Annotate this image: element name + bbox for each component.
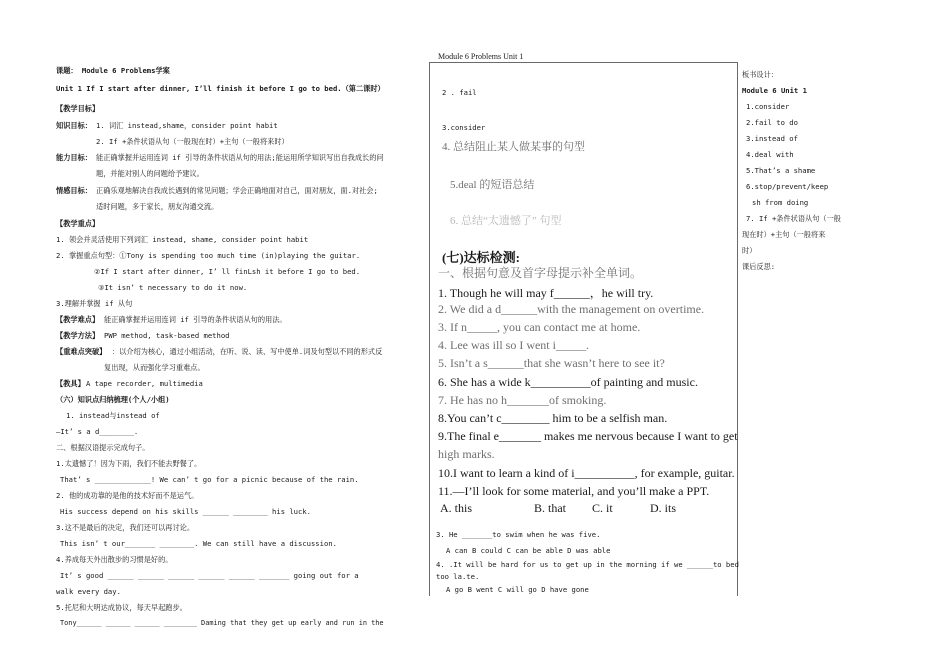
mc-4-cont: too la.te. <box>436 572 480 581</box>
test-3: 3. If n_____, you can contact me at home. <box>438 320 641 334</box>
section-6-heading: （六）知识点归纳梳理(个人/小组) <box>56 395 170 404</box>
question-2-en: His success depend on his skills ______ ________ his luck. <box>60 507 311 516</box>
test-11-option-c: C. it <box>592 501 613 515</box>
difficulty-label: 【教学难点】 <box>56 315 100 324</box>
summary-4: 4. 总结阻止某人做某事的句型 <box>442 141 585 153</box>
board-item: 6.stop/prevent/keep <box>746 182 829 191</box>
board-item: 现在时）+主句（一般将来 <box>742 230 826 239</box>
mc-4-options: A go B went C will go D have gone <box>446 585 589 594</box>
ability-label: 能力目标： <box>56 153 92 162</box>
mc-3: 3. He _______to swim when he was five. <box>436 530 601 539</box>
test-4: 4. Lee was ill so I went i_____. <box>438 338 589 352</box>
column-divider-left <box>429 62 430 596</box>
part-1-heading: 一、根据句意及首字母提示补全单词。 <box>438 266 643 280</box>
summary-3: 3.consider <box>442 123 486 132</box>
aids-label: 【教具】 <box>56 379 85 388</box>
keypoint-2: 2. 掌握重点句型：①Tony is spending too much time (in)playing the guitar. <box>56 251 361 260</box>
breakthrough-line-2: 复出现，从而强化学习重难点。 <box>104 363 205 372</box>
method-label: 【教学方法】 <box>56 331 100 340</box>
section-6-item-2: —It’ s a d________. <box>56 427 139 436</box>
emotion-line-2: 适时问题，多于家长，朋友沟通交流。 <box>96 202 219 211</box>
knowledge-line-1: 1. 词汇 instead,shame，consider point habit <box>96 121 278 130</box>
knowledge-line-2: 2. If +条件状语从句（一般现在时）+主句（一般将来时） <box>96 137 289 146</box>
top-border <box>429 62 737 63</box>
topic-line: 课题： Module 6 Problems学案 <box>56 66 170 75</box>
knowledge-label: 知识目标： <box>56 121 92 130</box>
test-2: 2. We did a d______with the management on overtime. <box>438 302 705 316</box>
test-11-option-b: B. that <box>534 501 566 515</box>
difficulty-text: 能正确掌握并运用连词 if 引导的条件状语从句的用法。 <box>104 315 287 324</box>
board-heading: 板书设计： <box>742 70 778 79</box>
board-item: 3.instead of <box>746 134 798 143</box>
column-divider-right <box>737 62 738 596</box>
test-9-cont: high marks. <box>438 447 495 461</box>
question-2-cn: 2. 他的成功靠的是他的技术好而不是运气。 <box>56 491 199 500</box>
board-item: 4.deal with <box>746 150 794 159</box>
board-item: 7. If +条件状语从句（一般 <box>746 214 841 223</box>
mc-4: 4. .It will be hard for us to get up in the morning if we ______to bed <box>436 560 739 569</box>
breakthrough-line-1: ：以介绍为核心，通过小组活动，在听、说、读、写中使单.词及句型以不同的形式反 <box>112 347 383 356</box>
test-11-option-a: A. this <box>440 501 473 515</box>
test-1: 1. Though he will may f______，he will try. <box>438 286 654 300</box>
keypoints-heading: 【教学重点】 <box>56 219 100 228</box>
section-6-item-1: 1. instead与instead of <box>66 411 160 420</box>
keypoint-3: ②If I start after dinner, I’ ll finLsh it before I go to bed. <box>94 267 361 276</box>
reflection-label: 课后反思: <box>742 262 776 271</box>
summary-2: 2 . fail <box>442 88 477 97</box>
section-7-heading: (七)达标检测: <box>442 250 520 265</box>
test-10: 10.I want to learn a kind of i__________, for example, guitar. <box>438 466 735 480</box>
ability-line-2: 题，并能对别人的问题给予建议。 <box>96 169 204 178</box>
question-3-cn: 3.这不是最后的决定，我们还可以再讨论。 <box>56 523 195 532</box>
page-header: Module 6 Problems Unit 1 <box>438 52 524 61</box>
board-item: 时） <box>742 246 757 255</box>
emotion-label: 情感目标： <box>56 186 92 195</box>
question-5-en: Tony______ ______ ______ ________ Daming that they get up early and run in the <box>60 619 384 627</box>
board-item: 5.That’s a shame <box>746 166 816 175</box>
test-8: 8.You can’t c________ him to be a selfish man. <box>438 411 668 425</box>
question-5-cn: 5.托尼和大明达成协议，每天早起跑步。 <box>56 603 187 612</box>
keypoint-4: ③It isn’ t necessary to do it now. <box>98 283 248 292</box>
keypoint-5: 3.理解并掌握 if 从句 <box>56 299 133 308</box>
test-9: 9.The final e_______ makes me nervous because I want to get <box>438 429 738 443</box>
goals-heading: 【教学目标】 <box>56 104 100 113</box>
question-3-en: This isn’ t our_______ ________. We can still have a discussion. <box>60 539 337 548</box>
question-4-cn: 4.养成每天外出散步的习惯是好的。 <box>56 555 173 564</box>
test-7: 7. He has no h_______of smoking. <box>438 393 607 407</box>
board-item: sh from doing <box>752 198 809 207</box>
ability-line-1: 能正确掌握并运用连词 if 引导的条件状语从句的用法;能运用所学知识写出自我成长的问 <box>96 153 384 162</box>
board-title: Module 6 Unit 1 <box>742 86 807 95</box>
test-5: 5. Isn’t a s______that she wasn’t here to see it? <box>438 356 665 370</box>
question-1-cn: 1.太遗憾了！因为下雨，我们不能去野餐了。 <box>56 459 202 468</box>
test-6: 6. She has a wide k__________of painting and music. <box>438 375 698 389</box>
question-1-en: That’ s _____________! We can’ t go for a picnic because of the rain. <box>60 475 359 484</box>
breakthrough-label: 【重难点突破】 <box>56 347 107 356</box>
board-item: 1.consider <box>746 102 790 111</box>
test-11: 11.—I’ll look for some material, and you’ll make a PPT. <box>438 484 710 498</box>
board-item: 2.fail to do <box>746 118 798 127</box>
summary-6: 6. 总结“太遗憾了” 句型 <box>450 215 562 227</box>
mc-3-options: A can B could C can be able D was able <box>446 546 611 555</box>
keypoint-1: 1. 领会并灵活使用下列词汇 instead, shame, consider point habit <box>56 235 309 244</box>
test-11-option-d: D. its <box>650 501 677 515</box>
method-text: PWP method, task-based method <box>104 331 230 340</box>
question-4-en-2: walk every day. <box>56 587 121 596</box>
section-2-heading: 二、根据汉语提示完成句子。 <box>56 443 150 452</box>
summary-5: 5.deal 的短语总结 <box>450 179 535 191</box>
question-4-en: It’ s good ______ ______ ______ ______ ______ _______ going out for a <box>60 571 359 580</box>
unit-line: Unit 1 If I start after dinner, I’ll finish it before I go to bed.（第二课时） <box>56 84 385 93</box>
aids-text: A tape recorder, multimedia <box>86 379 203 388</box>
emotion-line-1: 正确乐观地解决自我成长遇到的常见问题；学会正确地面对自己，面对朋友，面.对社会; <box>96 186 378 195</box>
